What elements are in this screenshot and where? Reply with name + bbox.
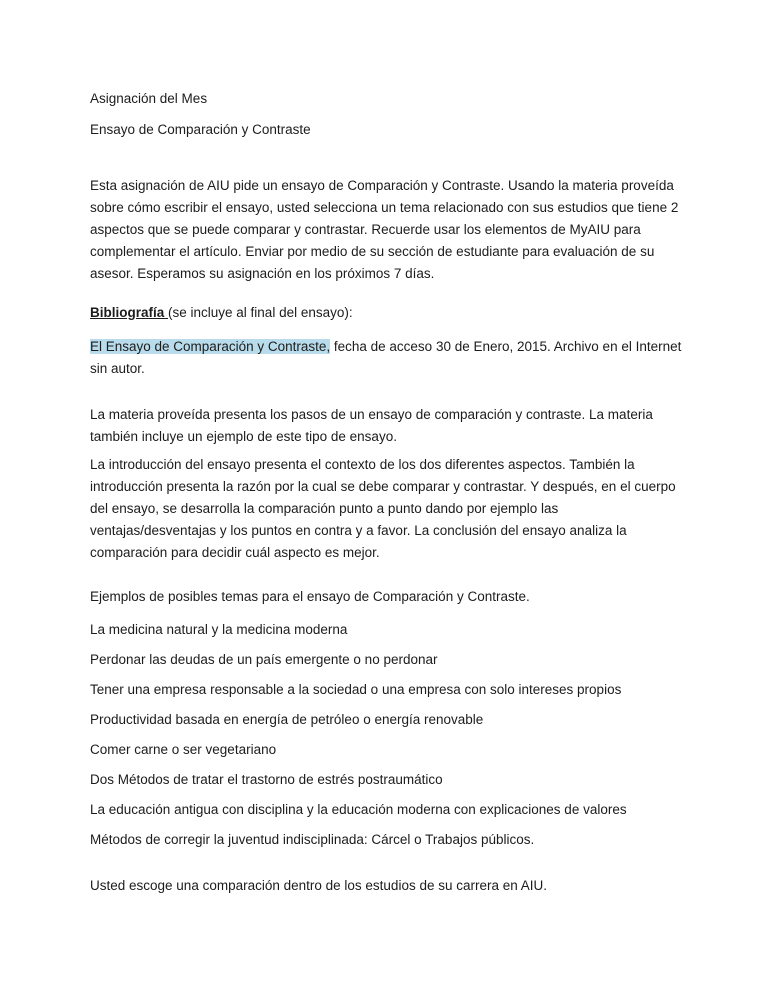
estructura-paragraph: La introducción del ensayo presenta el contexto de los dos diferentes aspectos. También la introducción presenta la razón por la cual se debe comparar y contrastar. Y después, en el cuerpo del ensayo, se desarrolla la comparación punto a punto dando por ejemplo las ventajas/desventajas y los puntos en contra y a favor. La conclusión del ensayo analiza la comparación para decidir cuál aspecto es mejor. xyxy=(90,457,676,560)
assignment-title: Asignación del Mes xyxy=(90,91,208,106)
example-topic: Métodos de corregir la juventud indisciplinada: Cárcel o Trabajos públicos. xyxy=(90,832,535,847)
essay-subtitle: Ensayo de Comparación y Contraste xyxy=(90,122,311,137)
citation-highlighted-text: El Ensayo de Comparación y Contraste, xyxy=(90,339,331,354)
intro-paragraph: Esta asignación de AIU pide un ensayo de Comparación y Contraste. Usando la materia proveída sobre cómo escribir el ensayo, usted selecciona un tema relacionado con sus estudios que tiene 2 aspectos que se puede comparar y contrastar. Recuerde usar los elementos de MyAIU para complementar el artículo. Enviar por medio de su sección de estudiante para evaluación de su asesor. Esperamos su asignación en los próximos 7 días. xyxy=(90,178,679,281)
bibliography-heading xyxy=(90,302,684,324)
examples-list xyxy=(90,619,684,851)
example-topic: Dos Métodos de tratar el trastorno de estrés postraumático xyxy=(90,772,443,787)
bibliography-suffix: (se incluye al final del ensayo): xyxy=(168,305,353,320)
examples-intro: Ejemplos de posibles temas para el ensayo de Comparación y Contraste. xyxy=(90,589,530,604)
materia-paragraph: La materia proveída presenta los pasos de un ensayo de comparación y contraste. La materia también incluye un ejemplo de este tipo de ensayo. xyxy=(90,407,653,444)
document-content xyxy=(90,88,684,897)
example-topic: La medicina natural y la medicina moderna xyxy=(90,622,348,637)
example-topic: Comer carne o ser vegetariano xyxy=(90,742,277,757)
closing-paragraph: Usted escoge una comparación dentro de los estudios de su carrera en AIU. xyxy=(90,878,548,893)
example-topic: La educación antigua con disciplina y la educación moderna con explicaciones de valores xyxy=(90,802,627,817)
example-topic: Productividad basada en energía de petróleo o energía renovable xyxy=(90,712,484,727)
example-topic: Perdonar las deudas de un país emergente o no perdonar xyxy=(90,652,438,667)
example-topic: Tener una empresa responsable a la sociedad o una empresa con solo intereses propios xyxy=(90,682,622,697)
bibliography-label: Bibliografía xyxy=(90,305,169,320)
citation-paragraph xyxy=(90,336,684,380)
citation-rest-text: fecha de acceso 30 de Enero, 2015. Archivo en el Internet sin autor. xyxy=(90,339,682,376)
